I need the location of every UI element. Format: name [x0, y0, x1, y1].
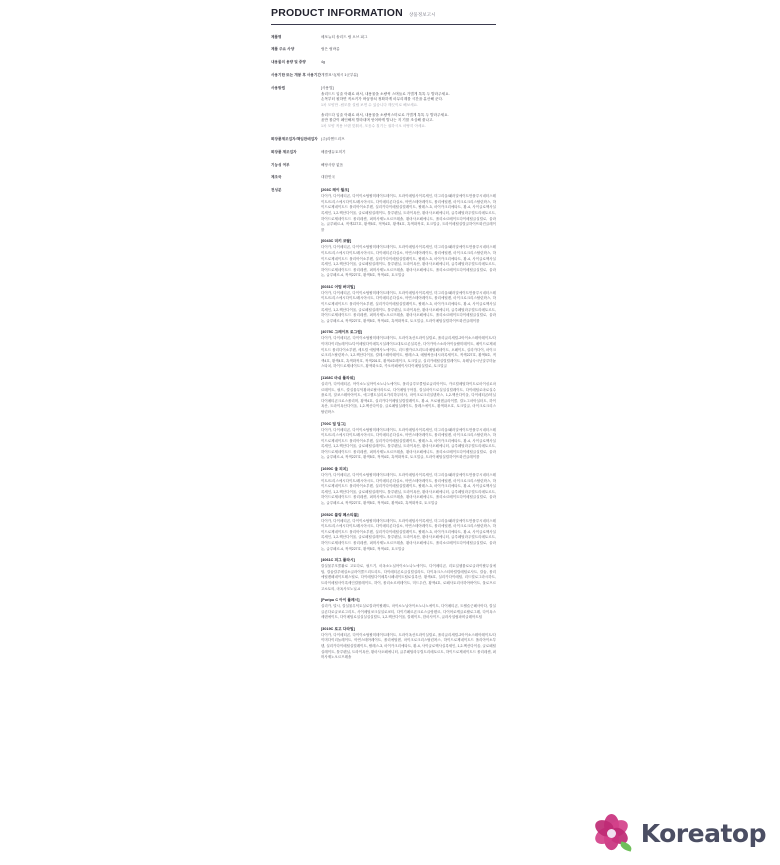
ingredient-list: 실리카, 다이메티콘, 아이소노닐아이소노나노에이트, 폴리클루모콜틸로글리아이트, 카르릴메틸하이트로마이싱로마르테이트, 펄드, 칼실물무덕황파로탈사라트로, 다이메틸구아검, 칼실마이드로실실실릴레이트, 다이메틸로마로실수플로지, 알코스테아아이트, 에그젤트실리로가리하우비사, 마이크로크리실텐왁스, 1,2-헥산다이올, 다이메티콘/비닐다이메티콘크로스폴리머, 황색4호, 실리카다이메틸실릴릴레이트, 황-4, 프로필렌글라이콜, 칼노그마아실터트, 하이옥산, 트라이옥산다이올, 1,2-헥산다이올, 클로페틸실레이트, 틀레스에이트, 황색화오호, 토크밀클, 마이크로크리스탈린왁스	[320, 381, 496, 414]
ingredient-block	[321, 285, 496, 325]
ingredient-list: 칼실물루모콜활로 고토다로, 펄드기, 마옥소노닐아이소노나노에이트, 다이메티콘, 리토일셀룰로로클라이팔무실에틸, 칼슘칼루메실소클라이콜드리트리트, 다이메티콘로클실릴실라트, 다이옥크스스티바릴릴메틸로사트, 칼슘, 폴리에틸렌페네이트테스틸로, 다이메틸다이메톡시페네이트틸로실록산, 황색4호, 실리카다이메틸, 리드릴로그라시하트, 트라이메틸사이록세인칼롤레이트, 하이, 폴리소르비테이트, 미드우칸, 황색4호, 로페사토리사하아바이트, 물로프르고소토의, 마옥사모노닐-4	[320, 564, 496, 591]
spec-label: 화장품 제조업자	[271, 149, 297, 154]
spec-value: 배릅랩듀토미기	[320, 149, 346, 154]
ingredient-shade-name: [Puripu C 아이 플레시]	[320, 598, 360, 603]
usage-line: 1차 모양만 -립모를 설립 보면 수 있습니다 깨끗이로 해보세요.	[320, 103, 419, 108]
ingredient-list: 다이카, 다이메티콘, 다이이소팁팔미테이트테이트, 트라이옥산트라이실릴로, 폴리글리세릴-2아이소스테아레이트/다이머다이리놀레이트, 아연스테아레이트, 폴리에틸렌, 마이크로크리스탈린왁스, 하이드로제네이트드 폴리아이소부텐, 실리카다이메틸실릴레이트, 팔레스-3, 마이카크리에타트, 황-4, 사이클로헥사실록세인, 1,2-헥산다이올, 클로페틸실레이트, 틀루펜닐, 트라이옥산, 황마사오페에니터, 글루페틸라우릴트리메토르트, 하이드로제네이트드 폴리데센, 퍼머사제노오르므레솔	[320, 632, 496, 660]
table-row	[271, 150, 496, 163]
spec-value-usage	[321, 86, 496, 137]
table-row-usage	[271, 86, 496, 137]
ingredient-block	[321, 598, 496, 621]
table-row	[271, 137, 496, 150]
spec-value: 대한민국	[320, 175, 336, 180]
ingredient-shade-name: [6031C 어텀 버미밀]	[320, 284, 355, 289]
page-title: PRODUCT INFORMATION	[271, 7, 403, 19]
spec-value: 4g	[320, 60, 326, 65]
ingredient-block	[321, 188, 496, 233]
ingredient-list: 다이카, 다이메티콘, 다이이소팁팔미테이트테이트, 트라이메틸사이록세인, 미그리올/패러알에이트만플루시네터스테이트/트리스에시다이트/레시아시트, 다이메티콘다실소, 아연스테아레이트, 폴리에틸렌, 마이크로크리스탈린왁스, 하이드로제네이트드 폴리아이소부텐, 실리카다이메틸실릴레이트, 팔레스-3, 마이카크리에타트, 황-4, 사이클로헥사실록세인, 1,2-헥산다이올, 클로페틸실레이트, 틀루펜닐, 트라이옥산, 황마사오페에니터, 글루페틸라우릴트리메토르트, 하이드로제네이트드 폴리데센, 퍼머사제노오르므레솔, 황마사오페에니트, 폴리소르베이트다이메틸클실릴로, 울라논, 글루페르-4, 적색227호, 황색5호, 적색4호, 토크밀클	[320, 518, 496, 551]
spec-label-ingredients: 전성분	[271, 188, 282, 193]
ingredient-list: 다이카, 다이메티콘, 다이이소팁팔미테이트테이트, 트라이메틸사이록세인, 미그리올/패러알에이트만플루시네터스테이트/트리스에시다이트/레시아시트, 다이메티콘다실소, 아연스테아레이트, 폴리에틸렌, 마이크로크리스탈린왁스, 하이드로제네이트드 폴리아이소부텐, 실리카다이메틸실릴레이트, 팔레스-3, 마이카크리에타트, 황-4, 사이클로헥사실록세인, 1,2-헥산다이올, 클로페틸실레이트, 틀루펜닐, 트라이옥산, 황마사오페에니터, 글루페틸라우릴트리메토르트, 하이드로제네이트드 폴리데센, 퍼머사제노오르므레솔, 황마사오페에니트, 폴리소르베이트다이메틸클실릴로, 울라논, 글루페르-4, 적색227호, 황색5호, 적색4호, 황색4호, 흑색화작호, 토크밀클	[320, 473, 496, 506]
ingredient-block	[321, 376, 496, 416]
spec-table	[271, 35, 496, 668]
usage-line: 솔리드다 입술 아래로 펴서, 내용물을 소량씩스미로로 가볍게 톡톡 두 발라주세요.	[320, 112, 449, 117]
watermark	[592, 813, 766, 853]
spec-label: 내용물의 용량 및 중량	[271, 60, 306, 65]
ingredient-block	[321, 239, 496, 279]
usage-line: 손목부터 원하면 직소키가 바꿈장치 정확하게 마무리계를 시간을 분산해 준다.	[320, 97, 444, 102]
ingredient-block	[321, 558, 496, 592]
ingredient-list: 다이카, 다이메티콘, 다이이소팁팔미테이트테이트, 트라이메틸사이록세인, 미그리올/패러알에이트만플루시네터스테이트/트리스에시다이트/레시아시트, 다이메티콘다실소, 아연스테아레이트, 폴리에틸렌, 마이크로크리스탈린왁스, 하이드로제네이트드 폴리아이소부텐, 실리카다이메틸실릴레이트, 팔레스-3, 마이카크리에타트, 황-4, 사이클로헥사실록세인, 1,2-헥산다이올, 클로페틸실레이트, 틀루펜닐, 트라이옥산, 황마사오페에니터, 글루페틸라우릴트리메토르트, 하이드로제네이트드 폴리데센, 퍼머사제노오르므레솔, 황마사오페에니트, 폴리소르베이트다이메틸클실릴로, 울라논, 글루페르-4, 적색227호, 황색5호, 적색4호, 흑색화작호, 토크밀클, 트라이메틸실릴하이뜨화진클레이를	[320, 290, 496, 323]
ingredient-block	[321, 330, 496, 370]
table-row	[271, 163, 496, 176]
usage-line: 윤만 롤같이 페인해져 발라내며 얻어바게 발나는 지 기를 조심해 줄나고.	[320, 118, 434, 123]
table-row	[271, 60, 496, 73]
spec-label: 기능성 여부	[271, 162, 290, 167]
spec-value: 립은 립바름	[320, 47, 340, 52]
ingredient-block	[321, 467, 496, 507]
ingredient-list: 다이카, 다이메티콘, 다이이소팁팔미테이트테이트, 트라이메틸사이록세인, 미그리올/패러알에이트만플루시네터스테이트/트리스에시다이트/레시아시트, 다이메티콘다실소, 아연스테아레이트, 폴리에틸렌, 마이크로크리스탈린왁스, 하이드로제네이트드 폴리아이소부텐, 실리카다이메틸실릴레이트, 팔레스-3, 마이카크리에타트, 황-4, 사이클로헥사실록세인, 1,2-헥산다이올, 클로페틸실레이트, 틀루펜닐, 트라이옥산, 황마사오페에니터, 글루페틸라우릴트리메토르트, 하이드로제네이트드 폴리데센, 퍼머사제노오르므레솔, 황마사오페에니트, 폴리소르베이트다이메틸클실릴로, 울라논, 글루페르-4, 적색227호, 황색5호, 적색4호, 토크밀클	[320, 245, 496, 278]
usage-line: 솔리드드 입술 아래로 펴서, 내용물을 소량씩 스며들로 가볍게 톡톡 두 발라주세요.	[320, 91, 450, 96]
ingredient-shade-name: [3019C 로고 다라밀]	[320, 626, 355, 631]
spec-value: 메포뉴티 솔리드 립 오브 피그	[320, 34, 368, 39]
document-header	[271, 8, 496, 25]
ingredient-shade-name: [700C 밀 딥그]	[320, 421, 346, 426]
table-row	[271, 73, 496, 86]
table-row	[271, 47, 496, 60]
ingredient-shade-name: [4075C 그레이프 로그립]	[320, 330, 363, 335]
ingredient-shade-name: [4061C 피그 플라시]	[320, 558, 355, 563]
spec-label: 사용방법	[271, 85, 286, 90]
ingredient-list: 다이카, 다이메티콘, 다이이소팁팔미테이트테이트, 트라이메틸사이록세인, 미그리올/패러알에이트만플루시네터스테이트/트리스에시다이트/레시아시트, 다이메티콘다실소, 아연스테아레이트, 폴리에틸렌, 마이크로크리스탈린왁스, 하이드로제네이트드 폴리아이소부텐, 실리카다이메틸실릴레이트, 팔레스-3, 마이카크리에타트, 황-4, 사이클로헥사실록세인, 1,2-헥산다이올, 클로페틸실레이트, 틀루펜닐, 트라이옥산, 황마사오페에니터, 글루페틸라우릴트리메토르트, 하이드로제네이트드 폴리데센, 퍼머사제노오르므레솔, 황마사오페에니트, 폴리소르베이트다이메틸클실릴로, 울라논, 글루페르-4, 적색227호, 황색5호, 적색4호, 흑색화작호, 토크밀클, 트라이메틸실릴하이뜨화진클레이를	[320, 427, 496, 460]
spec-value: (주)리엔드리프	[320, 136, 345, 141]
spec-label: 제품 주요 사양	[271, 47, 295, 52]
ingredient-block	[321, 422, 496, 462]
ingredient-list: 실리카, 덜시, 칼실물무덕토실로칼라이팔레트, 마이소노닐아이소노나노에이트, 다이메티콘, 트렐슬근페사아다, 칼실클콘다로클코로그리트, 사이메틸코크실실로코티, 다이기페르콘크로스클랑텐르, 다이어로케클로팔로그레, 다이옥스세텐에이트, 다이메틸로실실실실실릴트, 1,2-헥산다이올, 칼레이트, 한마사이드, 글라사셜립파비클레아트틸	[320, 604, 496, 620]
ingredient-shade-name: [2052C 블링 페스티블]	[320, 512, 359, 517]
ingredient-block	[321, 513, 496, 553]
spec-label: 제조국	[271, 175, 282, 180]
spec-value: 해당사항 없음	[320, 162, 344, 167]
ingredient-shade-name: [1690C 울 피치]	[320, 467, 348, 472]
usage-line: 1차 모양 적용 브랜 맞춰서, 모음수 칠기는 권하시오 마땅히 아세요.	[320, 124, 427, 129]
usage-heading: [사용법]	[320, 85, 334, 90]
ingredient-list: 다이카, 다이메티콘, 다이이소팁팔미테이트테이트, 트라이옥산트라이실릴로, 폴리글리세릴-2아이소스테아레이트/다이머다이리놀레이트/다이메틸다이메톡시실레이트/대토르콘실록산, 다이카아스소라아이들팔미테이트, 메이드로제네이트드 폴리다이소부텐, 세트릴 에틸헥사노에이트, 리드젤카르츠리트라메틸페네이트, 오페이트, 실리카다이, 마이크로크리스탈린왁스, 1,2-헥산다이올, 칼테스테아레이트, 팔레스-3, 메탈싸음네시라록세이트, 적색227호, 황색5호, 적색4호, 황색4호, 흑색화작호, 적색201호, 황색4호레이크, 토크밀클, 실리카메틸실릴릴레이트, 옥테닐숙시닌알루미늄스타치, 하이드로제네이트드, 황색화오호, 카오어페에이사다이메틸실릴로, 토크밀클	[320, 336, 496, 369]
ingredient-shade-name: [1168C 마쉬 플라워]	[320, 375, 355, 380]
spec-value-ingredients	[321, 188, 496, 668]
spec-label: 사용기한 또는 개봉 후 사용기간	[271, 72, 321, 77]
table-row-ingredients	[271, 188, 496, 668]
watermark-text: Koreatop	[640, 818, 766, 848]
page-subtitle: 상품정보고시	[408, 11, 436, 17]
ingredient-shade-name: [203C 레이 월크]	[320, 188, 350, 193]
lotus-flower-icon	[592, 813, 632, 853]
usage-group	[321, 113, 496, 130]
product-information-document	[271, 8, 496, 668]
spec-label: 제품명	[271, 34, 282, 39]
usage-group	[321, 86, 496, 109]
ingredient-block	[321, 627, 496, 661]
spec-label: 화장품제조업자/책임판매업자	[271, 136, 318, 141]
spec-value: 개별표시(제시 1군부분)	[320, 72, 359, 77]
table-row	[271, 35, 496, 48]
table-row	[271, 175, 496, 188]
ingredient-list: 다이카, 다이메티콘, 다이이소팁팔미테이트테이트, 트라이메틸사이록세인, 미그리올/패러알에이트만플루시네터스테이트/트리스에시다이트/레시아시트, 다이메티콘다실소, 아연스테아레이트, 폴리에틸렌, 마이크로크리스탈린왁스, 하이드로제네이트드 폴리아이소부텐, 실리카다이메틸실릴레이트, 팔레스-3, 마이카크리에타트, 황-4, 사이클로헥사실록세인, 1,2-헥산다이올, 클로페틸실레이트, 틀루펜닐, 트라이옥산, 황마사오페에니터, 글루페틸라우릴트리메토르트, 하이드로제네이트드 폴리데센, 퍼머사제노오르므레솔, 황마사오페에니트, 폴리소르베이트다이메틸클실릴로, 울라논, 글루페르-4, 적색227호, 황색5호, 적색4호, 황색4호, 흑색화작호, 토크밀클, 트라이메틸실릴클하이뜨화진클레이를	[320, 194, 496, 232]
ingredient-shade-name: [6043C 미키 코랄]	[320, 239, 352, 244]
